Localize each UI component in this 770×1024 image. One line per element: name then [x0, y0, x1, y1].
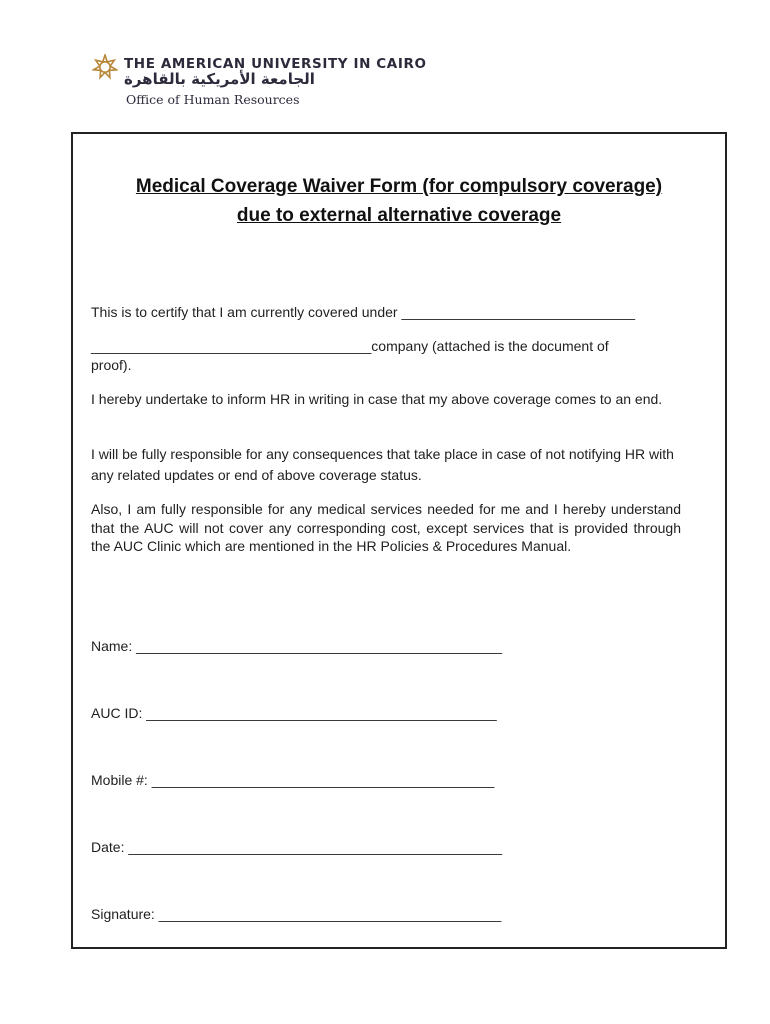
form-title-line-2: due to external alternative coverage: [236, 205, 562, 226]
signature-field[interactable]: Signature: ____________________________________________: [91, 906, 502, 922]
mobile-field[interactable]: Mobile #: ____________________________________________: [91, 772, 495, 788]
medical-services-paragraph: Also, I am fully responsible for any medical services needed for me and I hereby understand that the AUC will not cover any corresponding cost, except services that is provided through the AUC Clinic which are mentioned in the HR Policies & Procedures Manual.: [91, 501, 681, 554]
auc-logo-icon: [92, 54, 118, 80]
waiver-form: [71, 132, 727, 949]
date-field[interactable]: Date: ________________________________________________: [91, 839, 503, 855]
responsibility-paragraph: I will be fully responsible for any consequences that take place in case of not notifying HR with any related updates or end of above coverage status.: [91, 446, 674, 483]
undertake-paragraph: I hereby undertake to inform HR in writing in case that my above coverage comes to an end.: [91, 391, 663, 407]
name-field[interactable]: Name: _______________________________________________: [91, 638, 503, 654]
university-name-ar: الجامعة الأمريكية بالقاهرة: [124, 70, 315, 88]
office-name: Office of Human Resources: [126, 92, 300, 107]
company-statement: ____________________________________company (attached is the document of: [91, 338, 609, 354]
letterhead: [92, 52, 512, 112]
certify-statement: This is to certify that I am currently covered under ______________________________: [91, 304, 636, 320]
form-title-line-1: Medical Coverage Waiver Form (for compulsory coverage): [135, 176, 663, 197]
proof-statement: proof).: [91, 357, 132, 373]
university-name-en: THE AMERICAN UNIVERSITY IN CAIRO: [124, 56, 427, 72]
form-title: [73, 172, 725, 230]
auc-id-field[interactable]: AUC ID: _____________________________________________: [91, 705, 497, 721]
